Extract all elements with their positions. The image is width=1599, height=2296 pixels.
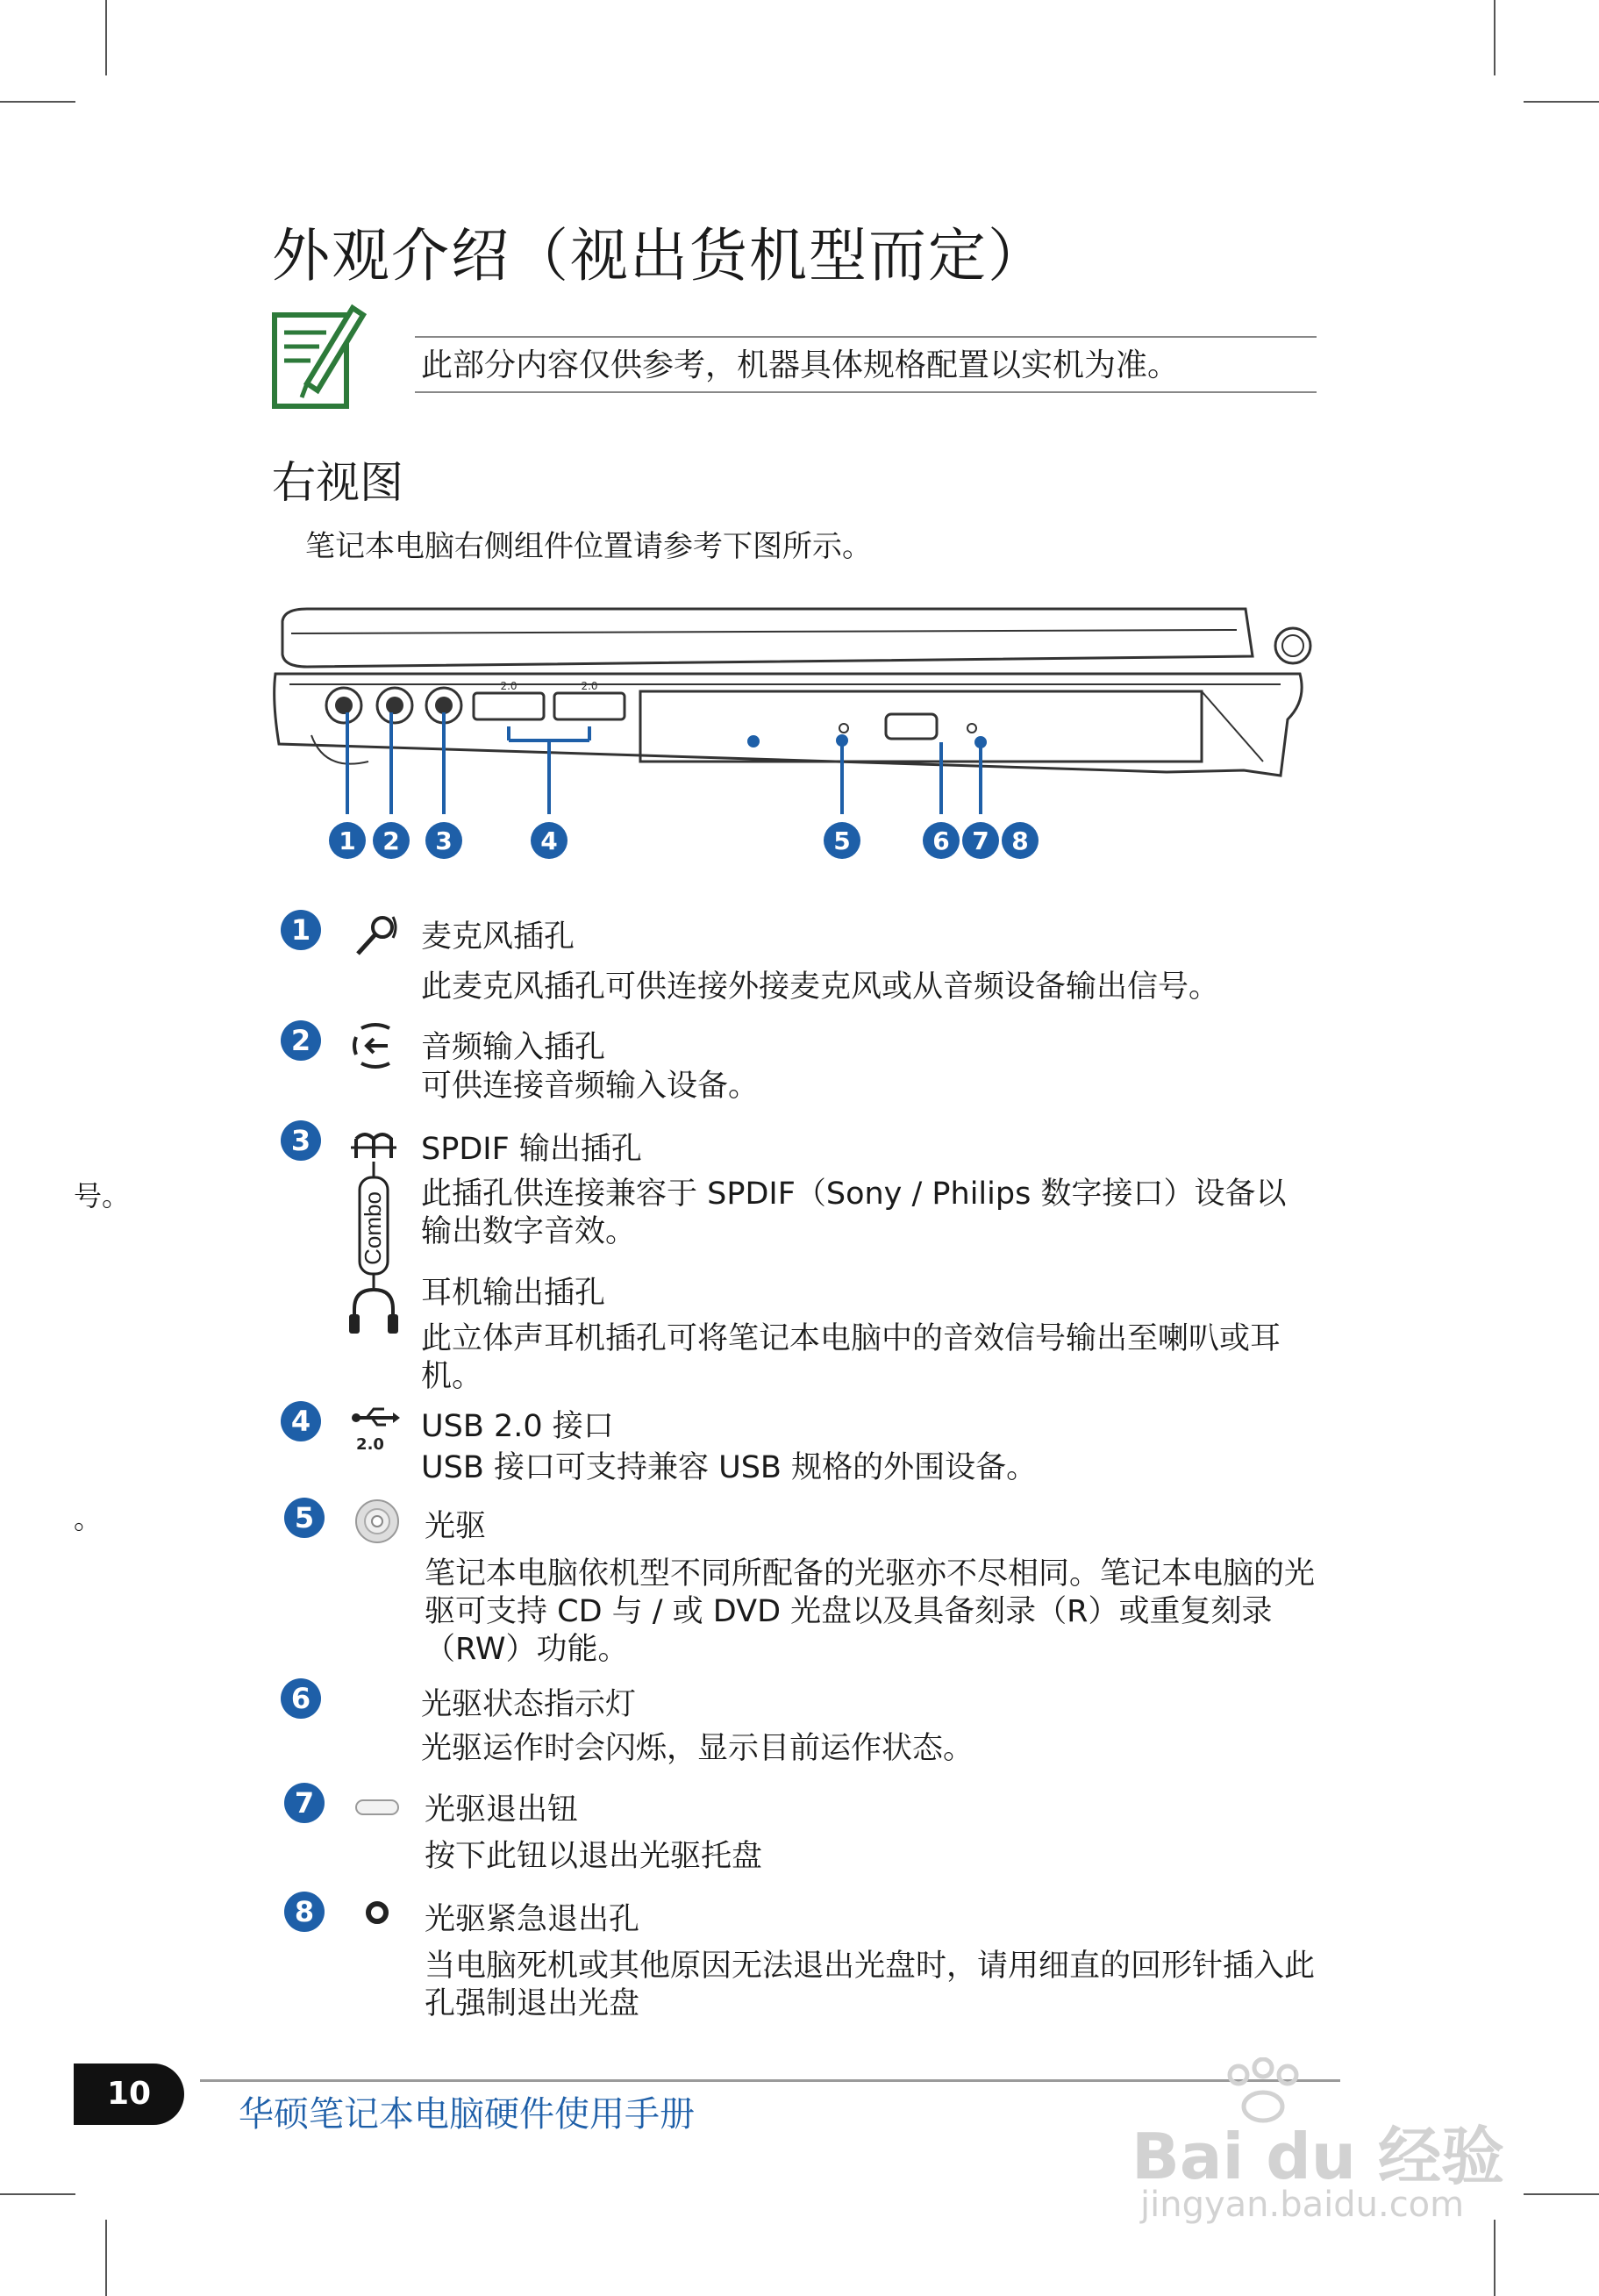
item-number-badge: 1 (281, 910, 321, 950)
margin-text: 。 (74, 1502, 103, 1535)
combo-label: Combo (360, 1191, 386, 1265)
usb-port (474, 693, 544, 719)
callout-number: 4 (540, 826, 558, 855)
crop-mark (1494, 2220, 1495, 2296)
usb-version-label: 2.0 (356, 1435, 384, 1453)
item-label: 音频输入插孔 (421, 1030, 606, 1065)
usb-port-label: 2.0 (581, 680, 598, 692)
item-description: 光驱运作时会闪烁，显示目前运作状态。 (421, 1731, 974, 1766)
item-description: 此麦克风插孔可供连接外接麦克风或从音频设备输出信号。 (421, 969, 1220, 1005)
note-text: 此部分内容仅供参考，机器具体规格配置以实机为准。 (421, 347, 1180, 383)
page-title: 外观介绍（视出货机型而定） (272, 222, 1047, 290)
margin-text: 号。 (74, 1179, 131, 1212)
laptop-right-side-diagram (272, 604, 1324, 876)
spdif-icon (347, 1123, 400, 1342)
eject-button-icon (351, 1781, 403, 1834)
item-description: 可供连接音频输入设备。 (421, 1069, 760, 1104)
callout-number: 6 (932, 826, 950, 855)
item-label: 光驱 (425, 1509, 487, 1544)
item-description: 按下此钮以退出光驱托盘 (425, 1839, 763, 1874)
item-number-badge: 4 (281, 1401, 321, 1441)
callout-number: 1 (339, 826, 356, 855)
microphone-jack (326, 688, 361, 723)
callout-number: 2 (382, 826, 400, 855)
crop-mark (105, 0, 107, 75)
watermark-brand: Bai du 经验 (1131, 2120, 1505, 2193)
crop-mark (0, 2193, 75, 2195)
page-number: 10 (106, 2076, 152, 2112)
crop-mark (1494, 0, 1495, 75)
item-number-badge: 2 (281, 1020, 321, 1061)
item-description: USB 接口可支持兼容 USB 规格的外围设备。 (421, 1450, 1038, 1485)
usb-port-label: 2.0 (500, 680, 518, 692)
callout-number: 3 (435, 826, 453, 855)
callout-number: 5 (833, 826, 851, 855)
usb-port (554, 693, 625, 719)
section-title: 右视图 (272, 457, 403, 508)
item-label: SPDIF 输出插孔 (421, 1132, 642, 1167)
footer-divider (200, 2079, 1340, 2082)
item-number-badge: 7 (284, 1783, 325, 1823)
footer-title: 华硕笔记本电脑硬件使用手册 (239, 2094, 695, 2135)
item-description: 此立体声耳机插孔可将笔记本电脑中的音效信号输出至喇叭或耳机。 (421, 1321, 1281, 1394)
item-label: 光驱状态指示灯 (421, 1687, 637, 1722)
item-label: 光驱退出钮 (425, 1792, 579, 1828)
eject-button (886, 714, 937, 739)
item-description: 此插孔供连接兼容于 SPDIF（Sony / Philips 数字接口）设备以输出数字音效。 (421, 1177, 1287, 1249)
optical-drive (640, 691, 1202, 762)
item-number-badge: 3 (281, 1120, 321, 1161)
watermark-url: jingyan.baidu.com (1140, 2185, 1465, 2225)
crop-mark (0, 101, 75, 103)
item-number-badge: 6 (281, 1678, 321, 1719)
callout-number: 8 (1011, 826, 1029, 855)
item-label: 麦克风插孔 (421, 919, 575, 955)
callout-number: 7 (972, 826, 989, 855)
note-divider (415, 391, 1317, 393)
audio-in-jack (377, 688, 412, 723)
item-label: 光驱紧急退出孔 (425, 1902, 640, 1937)
audio-in-icon (349, 1019, 402, 1072)
note-icon (272, 303, 367, 410)
microphone-icon (349, 908, 402, 961)
item-description: 当电脑死机或其他原因无法退出光盘时，请用细直的回形针插入此孔强制退出光盘 (425, 1949, 1316, 2021)
item-description: 笔记本电脑依机型不同所配备的光驱亦不尽相同。笔记本电脑的光驱可支持 CD 与 / 或 DVD 光盘以及具备刻录（R）或重复刻录（RW）功能。 (425, 1556, 1316, 1667)
item-label: 耳机输出插孔 (421, 1276, 606, 1311)
optical-disc-icon (351, 1495, 403, 1548)
item-label: USB 2.0 接口 (421, 1409, 614, 1444)
crop-mark (1524, 101, 1599, 103)
crop-mark (1524, 2193, 1599, 2195)
emergency-eject-icon (351, 1886, 403, 1939)
section-intro: 笔记本电脑右侧组件位置请参考下图所示。 (305, 529, 872, 564)
usb-icon (349, 1400, 402, 1453)
crop-mark (105, 2220, 107, 2296)
item-number-badge: 5 (284, 1498, 325, 1538)
item-number-badge: 8 (284, 1892, 325, 1932)
note-divider (415, 336, 1317, 338)
